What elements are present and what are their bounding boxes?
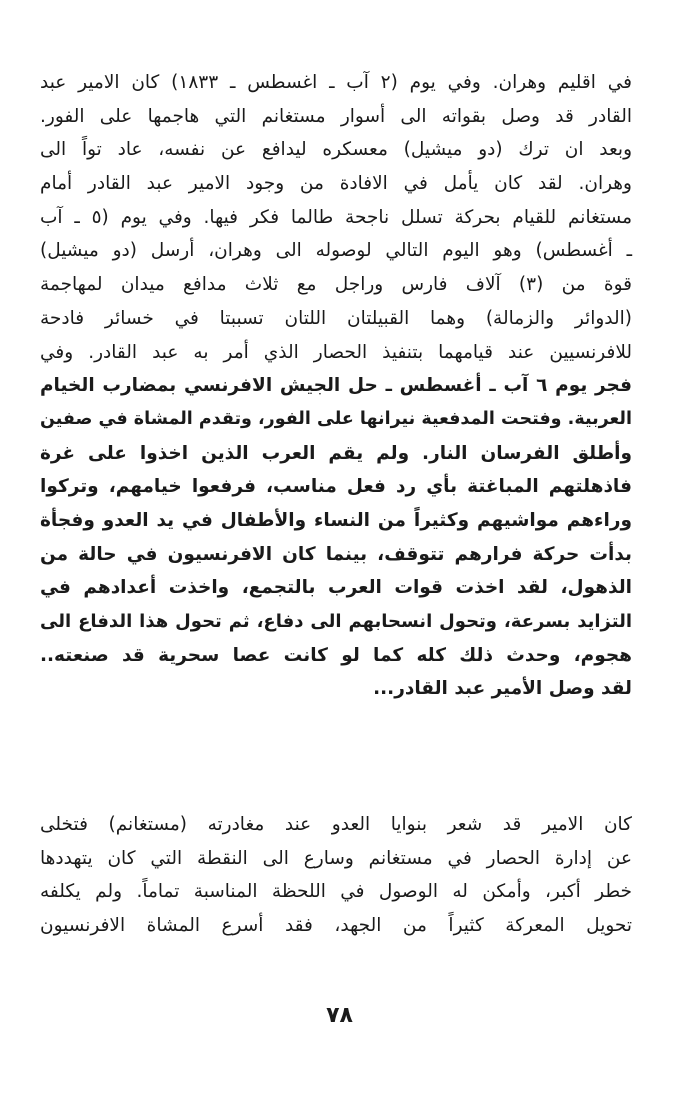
text-line: وراءهم مواشيهم وكثيراً من النساء والأطفال في يد العدو وفجأة: [40, 509, 632, 531]
text-line: فاذهلتهم المباغتة بأي رد فعل مناسب، فرفعوا خيامهم، وتركوا: [40, 476, 632, 498]
text-line: القادر قد وصل بقواته الى أسوار مستغانم التي هاجمها على الفور.: [40, 105, 632, 127]
paragraph-2: [40, 808, 632, 943]
text-line: الذهول، لقد اخذت قوات العرب بالتجمع، واخذت أعدادهم في: [40, 577, 632, 599]
text-line: التزايد بسرعة، وتحول انسحابهم الى دفاع، ثم تحول هذا الدفاع الى: [40, 611, 632, 632]
text-line: عن إدارة الحصار في مستغانم وسارع الى النقطة التي كان يتهددها: [40, 847, 632, 869]
text-line: خطر أكبر، وأمكن له الوصول في اللحظة المناسبة تماماً. ولم يكلفه: [40, 881, 632, 903]
text-line: فجر يوم ٦ آب ـ أغسطس ـ حل الجيش الافرنسي بمضارب الخيام: [40, 375, 632, 397]
text-line: لقد وصل الأمير عبد القادر...: [373, 678, 632, 700]
paragraph-1: [40, 66, 632, 706]
text-line: تحويل المعركة كثيراً من الجهد، فقد أسرع المشاة الافرنسيون: [40, 915, 632, 937]
text-line: هجوم، وحدث ذلك كله كما لو كانت عصا سحرية قد صنعته..: [40, 644, 632, 666]
text-line: قوة من (٣) آلاف فارس وراجل مع ثلاث مدافع ميدان لمهاجمة: [40, 274, 632, 296]
text-line: وأطلق الفرسان النار. ولم يقم العرب الذين اخذوا على غرة: [40, 442, 632, 464]
text-line: كان الامير قد شعر بنوايا العدو عند مغادرته (مستغانم) فتخلى: [40, 814, 632, 835]
text-line: للافرنسيين عند قيامهما بتنفيذ الحصار الذي أمر به عبد القادر. وفي: [40, 341, 632, 363]
text-line: وهران. لقد كان يأمل في الافادة من وجود الامير عبد القادر أمام: [40, 173, 632, 195]
text-line: في اقليم وهران. وفي يوم (٢ آب ـ اغسطس ـ ١٨٣٣) كان الامير عبد: [40, 72, 632, 93]
text-line: ـ أغسطس) وهو اليوم التالي لوصوله الى وهران، أرسل (دو ميشيل): [40, 240, 632, 262]
text-line: العربية. وفتحت المدفعية نيرانها على الفور، وتقدم المشاة في صفين: [40, 408, 632, 429]
text-line: مستغانم للقيام بحركة تسلل ناجحة طالما فكر فيها. وفي يوم (٥ ـ آب: [40, 206, 632, 228]
text-line: (الدوائر والزمالة) وهما القبيلتان اللتان تسببتا في خسائر فادحة: [40, 307, 632, 329]
text-line: وبعد ان ترك (دو ميشيل) معسكره ليدافع عن نفسه، عاد تواً الى: [40, 139, 632, 161]
page-number: ٧٨: [326, 1003, 353, 1028]
text-line: بدأت حركة فرارهم تتوقف، بينما كان الافرنسيون في حالة من: [40, 543, 632, 565]
